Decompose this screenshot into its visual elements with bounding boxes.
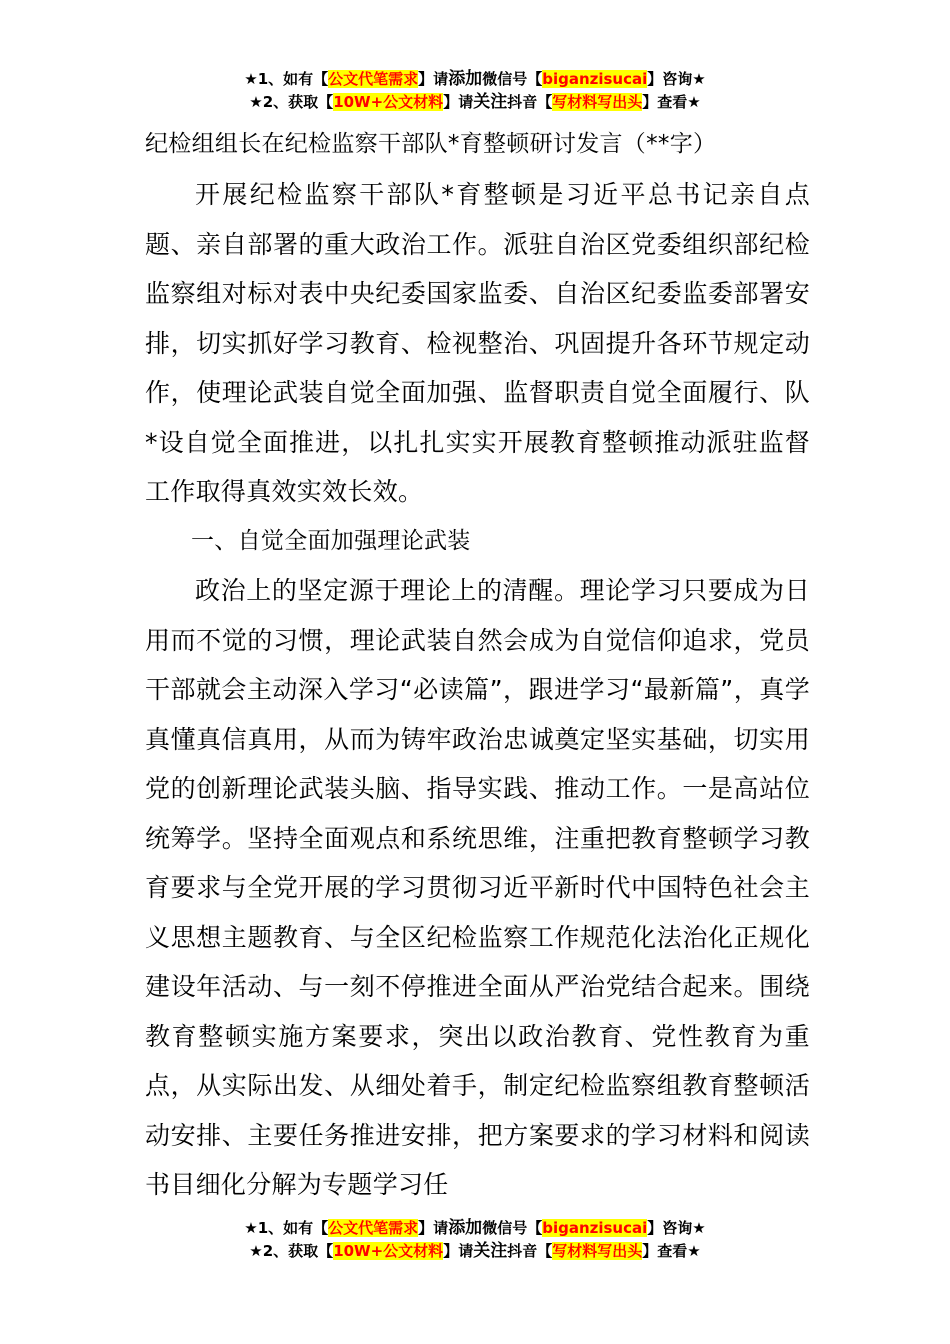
promo-line-1 (0, 68, 950, 91)
promo-text: ★2、获取【 (249, 93, 334, 111)
promo-text: 】请 (443, 93, 474, 111)
promo-banner-bottom (0, 1217, 950, 1263)
promo-emphasis: 添加 (448, 1218, 483, 1238)
promo-line-2 (0, 1240, 950, 1263)
promo-text: 抖音【 (507, 93, 553, 111)
promo-text: 】查看★ (642, 1242, 701, 1260)
promo-text: 微信号【 (482, 70, 543, 88)
promo-line-1 (0, 1217, 950, 1240)
promo-text: 】请 (443, 1242, 474, 1260)
promo-text: 】请 (418, 1219, 449, 1237)
promo-emphasis: 添加 (448, 69, 483, 89)
promo-highlight: biganzisucai (542, 1219, 648, 1237)
promo-emphasis: 关注 (473, 92, 508, 112)
promo-banner-top (0, 68, 950, 114)
promo-text: 】咨询★ (647, 1219, 706, 1237)
promo-line-2 (0, 91, 950, 114)
promo-emphasis: 关注 (473, 1241, 508, 1261)
promo-text: ★1、如有【 (244, 70, 329, 88)
intro-paragraph: 开展纪检监察干部队*育整顿是习近平总书记亲自点题、亲自部署的重大政治工作。派驻自治区党委组织部纪检监察组对标对表中央纪委国家监委、自治区纪委监委部署安排，切实抓好学习教育、检视整治、巩固提升各环节规定动作，使理论武装自觉全面加强、监督职责自觉全面履行、队*设自觉全面推进，以扎扎实实开展教育整顿推动派驻监督工作取得真效实效长效。 (145, 180, 810, 506)
promo-text: 微信号【 (482, 1219, 543, 1237)
document-title: 纪检组组长在纪检监察干部队*育整顿研讨发言（**字） (145, 131, 717, 157)
section-heading: 一、自觉全面加强理论武装 (191, 527, 471, 554)
promo-highlight: 公文代笔需求 (328, 70, 419, 88)
promo-highlight: 10W+公文材料 (333, 93, 444, 111)
promo-highlight: biganzisucai (542, 70, 648, 88)
promo-text: ★1、如有【 (244, 1219, 329, 1237)
promo-highlight: 写材料写出头 (552, 93, 643, 111)
document-text (145, 170, 810, 1246)
promo-highlight: 10W+公文材料 (333, 1242, 444, 1260)
document-body (145, 124, 810, 1246)
promo-highlight: 公文代笔需求 (328, 1219, 419, 1237)
section-paragraph: 政治上的坚定源于理论上的清醒。理论学习只要成为日用而不觉的习惯，理论武装自然会成为自觉信仰追求，党员干部就会主动深入学习“必读篇”，跟进学习“最新篇”，真学真懂真信真用，从而为铸牢政治忠诚奠定坚实基础，切实用党的创新理论武装头脑、指导实践、推动工作。一是高站位统筹学。坚持全面观点和系统思维，注重把教育整顿学习教育要求与全党开展的学习贯彻习近平新时代中国特色社会主义思想主题教育、与全区纪检监察工作规范化法治化正规化建设年活动、与一刻不停推进全面从严治党结合起来。围绕教育整顿实施方案要求，突出以政治教育、党性教育为重点，从实际出发、从细处着手，制定纪检监察组教育整顿活动安排、主要任务推进安排，把方案要求的学习材料和阅读书目细化分解为专题学习任 (145, 576, 810, 1199)
promo-text: ★2、获取【 (249, 1242, 334, 1260)
promo-text: 】查看★ (642, 93, 701, 111)
promo-text: 抖音【 (507, 1242, 553, 1260)
promo-highlight: 写材料写出头 (552, 1242, 643, 1260)
promo-text: 】请 (418, 70, 449, 88)
promo-text: 】咨询★ (647, 70, 706, 88)
